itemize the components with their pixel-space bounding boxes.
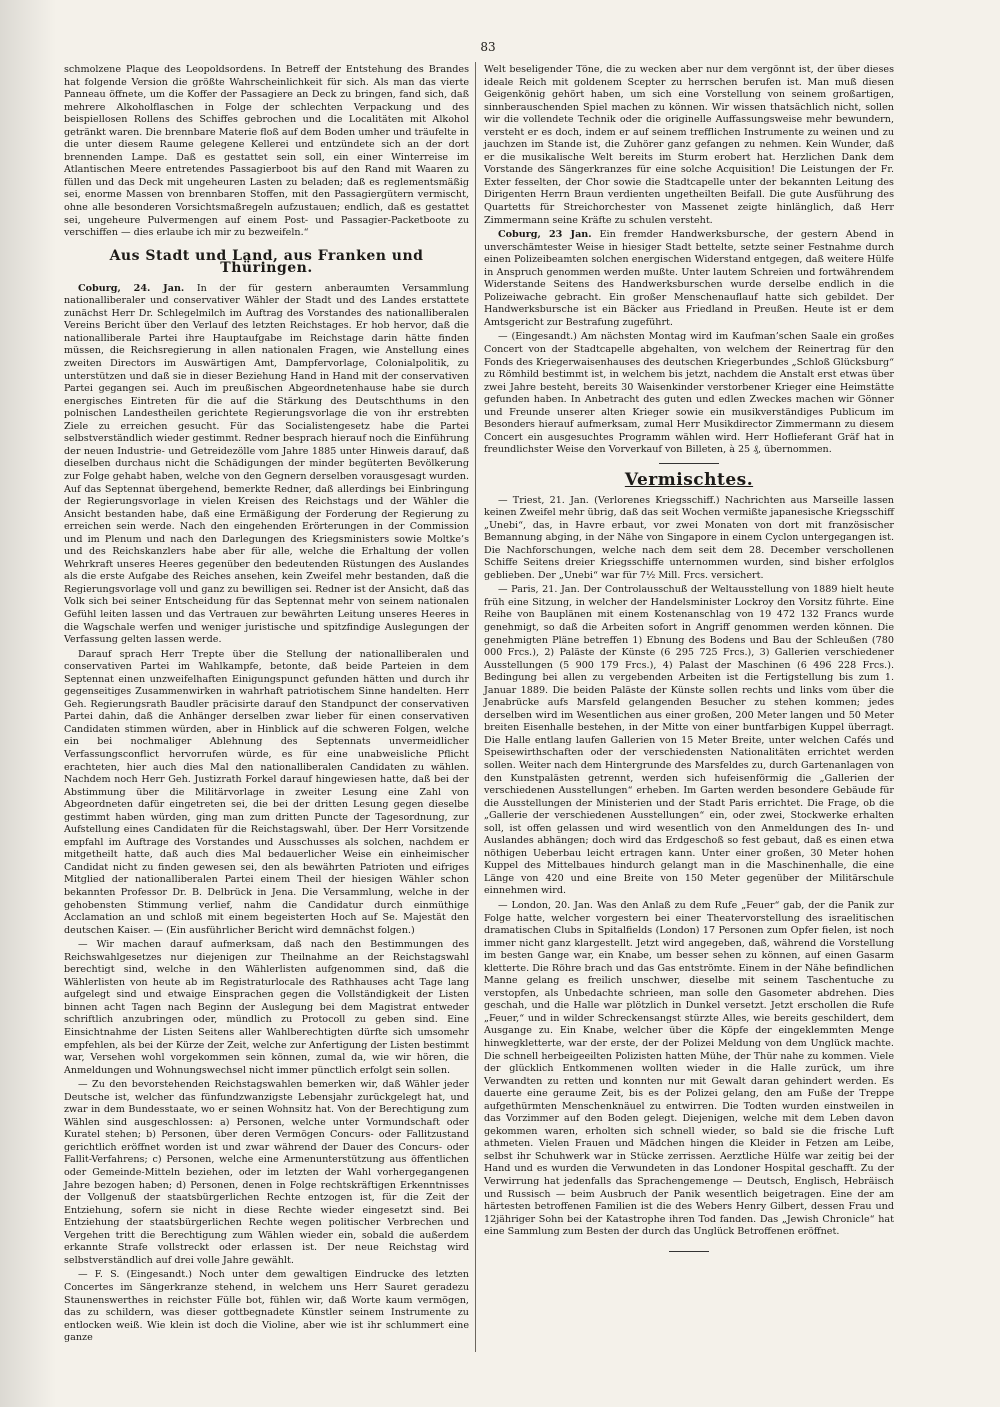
article-paragraph: — (Eingesandt.) Am nächsten Montag wird im Kaufman’schen Saale ein großes Concert von der Stadtcapelle abgehalten, von welchem der Reinertrag für den Fonds des Kriegerwaisenhauses des deutschen Kriegerbundes „Schloß Glücksburg“ zu Römhild bestimmt ist, in welchem bis jetzt, nachdem die Anstalt erst etwas über zwei Jahre besteht, bereits 30 Waisenkinder verstorbener Krieger eine Heimstätte gefunden haben. In Anbetracht des guten und edlen Zweckes machen wir Gönner und Freunde unserer alten Krieger sowie ein musikverständiges Publicum im Besonders hierauf aufmerksam, zumal Herr Musikdirector Zimmermann zu diesem Concert ein ausgesuchtes Programm wählen wird. Herr Hoflieferant Gräf hat in freundlichster Weise den Vorverkauf von Billeten, à 25 ₰, übernommen.: [484, 331, 894, 456]
article-paragraph: — F. S. (Eingesandt.) Noch unter dem gewaltigen Eindrucke des letzten Concertes im Sängerkranze stehend, in welchem uns Herr Sauret geradezu Staunenswerthes in reichster Fülle bot, fühlen wir, daß Worte kaum vermögen, das zu schildern, was dieser gottbegnadete Künstler seinem Instrumente zu entlocken weiß. Wie klein ist doch die Violine, aber wie ist ihr schlummert eine ganze: [64, 1269, 469, 1344]
page-fold-shadow: [0, 0, 56, 1407]
article-paragraph: — Wir machen darauf aufmerksam, daß nach den Bestimmungen des Reichswahlgesetzes nur diejenigen zur Theilnahme an der Reichstagswahl berechtigt sind, welche in den Wählerlisten aufgenommen sind, daß die Wählerlisten von heute ab im Registraturlocale des Rathhauses acht Tage lang aufgelegt sind und etwaige Einsprachen gegen die Vollständigkeit der Listen binnen acht Tagen nach Beginn der Auslegung bei dem Magistrat entweder schriftlich anzubringen oder, mündlich zu Protocoll zu geben sind. Eine Einsichtnahme der Listen Seitens aller Wahlberechtigten dürfte sich umsomehr empfehlen, als bei der Kürze der Zeit, welche zur Anfertigung der Listen bestimmt war, Versehen wohl vorgekommen sein können, zumal da, wie wir hören, die Anmeldungen und Wohnungswechsel nicht immer pünctlich erfolgt sein sollen.: [64, 939, 469, 1076]
right-column: [484, 64, 894, 1252]
page-number: 83: [480, 40, 496, 54]
left-column: [64, 64, 469, 1347]
column-divider: [475, 62, 476, 1352]
section-heading-regional: Aus Stadt und Land, aus Franken und Thüringen.: [109, 247, 424, 277]
article-triest: — Triest, 21. Jan. (Verlorenes Kriegsschiff.) Nachrichten aus Marseille lassen keinen Zweifel mehr übrig, daß das seit Wochen vermißte japanesische Kriegsschiff „Unebi“, das, in Havre erbaut, vor zwei Monaten von dort mit französischer Bemannung abging, in der Nähe von Singapore in einem Cyclon untergegangen ist. Die Nachforschungen, welche nach dem seit dem 28. December verschollenen Schiffe Seitens dreier Kriegsschiffe unternommen wurden, sind bisher erfolglos geblieben. Der „Unebi“ war für 7½ Mill. Frcs. versichert.: [484, 494, 894, 581]
article-paris: — Paris, 21. Jan. Der Controlausschuß der Weltausstellung von 1889 hielt heute früh eine Sitzung, in welcher der Handelsminister Lockroy den Vorsitz führte. Eine Reihe von Bauplänen mit einem Kostenanschlag von 19 472 132 Francs wurde genehmigt, so daß die Arbeiten sofort in Angriff genommen werden können. Die genehmigten Pläne betreffen 1) Ebnung des Bodens und Bau der Schleußen (780 000 Frcs.), 2) Paläste der Künste (6 295 725 Frcs.), 3) Gallerien verschiedener Ausstellungen (5 900 179 Frcs.), 4) Palast der Maschinen (6 496 228 Frcs.). Bedingung bei allen zu vergebenden Arbeiten ist die Fertigstellung bis zum 1. Januar 1889. Die beiden Paläste der Künste sollen rechts und links vom über die Jenabrücke aufs Marsfeld gelangenden Besucher zu stehen kommen; jedes derselben wird im Wesentlichen aus einer großen, 200 Meter langen und 50 Meter breiten Eisenhalle bestehen, in der Mitte von einer buntfarbigen Kuppel überragt. Die Halle entlang laufen Gallerien von 15 Meter Breite, unter welchen Cafés und Speisewirthschaften oder der verschiedensten Nationalitäten errichtet werden sollen. Weiter nach dem Hintergrunde des Marsfeldes zu, durch Gartenanlagen von den Kunstpalästen getrennt, werden sich hufeisenförmig die „Gallerien der verschiedenen Ausstellungen“ erheben. Im Garten werden besondere Gebäude für die Ausstellungen der Ministerien und der Stadt Paris errichtet. Die Frage, ob die „Gallerie der verschiedenen Ausstellungen“ ein, oder zwei, Stockwerke erhalten soll, ist offen gelassen und wird wesentlich von den Anmeldungen des In- und Auslandes abhängen; doch wird das Erdgeschoß so fest gebaut, daß es einen etwa nöthigen Ueberbau leicht ertragen kann. Unter einer großen, 30 Meter hohen Kuppel des Mittelbaues hindurch gelangt man in die Maschinenhalle, die eine Länge von 420 und eine Breite von 150 Meter gegenüber der Militärschule einnehmen wird.: [484, 584, 894, 897]
dateline: Coburg, 23 Jan.: [498, 229, 592, 241]
article-coburg-23-jan: [484, 229, 894, 329]
article-paragraph: — Zu den bevorstehenden Reichstagswahlen bemerken wir, daß Wähler jeder Deutsche ist, welcher das fünfundzwanzigste Lebensjahr zurückgelegt hat, und zwar in dem Bundesstaate, wo er seinen Wohnsitz hat. Von der Berechtigung zum Wählen sind ausgeschlossen: a) Personen, welche unter Vormundschaft oder Kuratel stehen; b) Personen, über deren Vermögen Concurs- oder Fallitzustand gerichtlich eröffnet worden ist und zwar während der Dauer des Concurs- oder Fallit-Verfahrens; c) Personen, welche eine Armenunterstützung aus öffentlichen oder Gemeinde-Mitteln beziehen, oder im letzten der Wahl vorhergegangenen Jahre bezogen haben; d) Personen, denen in Folge rechtskräftigen Erkenntnisses der Vollgenuß der staatsbürgerlichen Rechte entzogen ist, für die Zeit der Entziehung, sofern sie nicht in diese Rechte wieder eingesetzt sind. Bei Entziehung der staatsbürgerlichen Rechte wegen politischer Verbrechen und Vergehen tritt die Berechtigung zum Wählen wieder ein, sobald die außerdem erkannte Strafe vollstreckt oder erlassen ist. Der neue Reichstag wird selbstverständlich auf drei volle Jahre gewählt.: [64, 1079, 469, 1266]
article-london: — London, 20. Jan. Was den Anlaß zu dem Rufe „Feuer“ gab, der die Panik zur Folge hatte, welcher vorgestern bei einer Theatervorstellung des israelitischen dramatischen Clubs in Spitalfields (London) 17 Personen zum Opfer fielen, ist noch immer nicht ganz klargestellt. Jetzt wird angegeben, daß, während die Vorstellung im besten Gange war, ein Knabe, um besser sehen zu können, auf einen Gasarm kletterte. Die Röhre brach und das Gas entströmte. Einem in der Nähe befindlichen Manne gelang es freilich unschwer, dieselbe mit seinem Taschentuche zu verstopfen, als Unbedachte schrieen, man solle den Gasometer abdrehen. Dies geschah, und die Halle war plötzlich in Dunkel versetzt. Jetzt erschollen die Rufe „Feuer,“ und in wilder Schreckensangst stürzte Alles, wie bereits geschildert, dem Ausgange zu. Ein Knabe, welcher über die Köpfe der eingeklemmten Menge hinwegkletterte, war der erste, der der Polizei Meldung von dem Unglück machte. Die schnell herbeigeeilten Polizisten hatten Mühe, der Thür nahe zu kommen. Viele der glücklich Entkommenen wollten wieder in die Halle zurück, um ihre Verwandten zu retten und konnten nur mit Gewalt daran gehindert werden. Es dauerte eine geraume Zeit, bis es der Polizei gelang, den am Fuße der Treppe aufgethürmten Menschenknäuel zu entwirren. Die Todten wurden einstweilen in das Vorzimmer auf den Boden gelegt. Diejenigen, welche mit dem Leben davon gekommen waren, erholten sich schnell wieder, so bald sie die frische Luft athmeten. Vielen Frauen und Mädchen hingen die Kleider in Fetzen am Leibe, selbst ihr Schuhwerk war in Stücke zerrissen. Aerztliche Hülfe war zeitig bei der Hand und es wurden die Verwundeten in das Londoner Hospital geschafft. Zu der Verwirrung hat jedenfalls das Sprachengemenge — Deutsch, Englisch, Hebräisch und Russisch — beim Ausbruch der Panik wesentlich beigetragen. Eine der am härtesten betroffenen Familien ist die des Webers Henry Gilbert, dessen Frau und 12jähriger Sohn bei der Katastrophe ihren Tod fanden. Das „Jewish Chronicle“ hat eine Sammlung zum Besten der durch das Unglück Betroffenen eröffnet.: [484, 900, 894, 1238]
dateline: Coburg, 24. Jan.: [78, 282, 185, 294]
article-body: In der für gestern anberaumten Versammlung nationalliberaler und conservativer Wähler der Stadt und des Landes erstattete zunächst Herr Dr. Schlegelmilch im Auftrag des Vorstandes des nationalliberalen Vereins Bericht über den Verlauf des letzten Reichstages. Er hob hervor, daß die nationalliberale Partei ihre Hauptaufgabe im Reichstage darin hätte finden müssen, die Reichsregierung in allen nationalen Fragen, wie Anstellung eines zweiten Directors im Auswärtigen Amt, Dampfervorlage, Colonialpolitik, zu unterstützen und daß sie in dieser Beziehung Hand in Hand mit der conservativen Partei gegangen sei. Auch im preußischen Abgeordnetenhause habe sie durch energisches Eintreten für die auf die Stärkung des Deutschthums in den polnischen Landestheilen gerichtete Regierungsvorlage die von ihr erstrebten Ziele zu erreichen gesucht. Für das Socialistengesetz habe die Partei selbstverständlich wieder gestimmt. Redner besprach hierauf noch die Einführung der neuen Industrie- und Getreidezölle vom Jahre 1885 unter Hinweis darauf, daß dieselben durchaus nicht die Schädigungen der minder begüterten Bevölkerung zur Folge gehabt haben, welche von den Gegnern derselben vorausgesagt wurden. Auf das Septennat übergehend, bemerkte Redner, daß allerdings bei Einbringung der Regierungsvorlage in vielen Kreisen des Reichstags und der Wähler die Ansicht bestanden habe, daß eine Ermäßigung der Forderung der Regierung zu erreichen sein werde. Nach den eingehenden Erörterungen in der Commission und im Plenum und nach den Darlegungen des Kriegsministers sowie Moltke’s und des Reichskanzlers habe aber für alle, welche die Erhaltung der vollen Wehrkraft unseres Heeres gegenüber den bedeutenden Rüstungen des Auslandes als die erste Aufgabe des Reiches ansehen, kein Zweifel mehr bestanden, daß die Regierungsvorlage voll und ganz zu bewilligen sei. Redner ist der Ansicht, daß das Volk sich bei seiner Entscheidung für das Septennat mehr von seinem nationalen Gefühl leiten lassen und das Vertrauen zur bewährten Leitung unseres Heeres in die Wagschale werfen und weniger juristische und spitzfindige Auslegungen der Verfassung gelten lassen werde.: [64, 282, 469, 646]
article-body: Ein fremder Handwerksbursche, der gestern Abend in unverschämtester Weise in hiesiger Stadt bettelte, setzte seiner Festnahme durch einen Polizeibeamten solchen energischen Widerstand entgegen, daß weitere Hülfe in Anspruch genommen werden mußte. Unter lautem Schreien und fortwährendem Widerstande Seitens des Handwerksburschen wurde derselbe endlich in die Polizeiwache gebracht. Ein großer Menschenauflauf hatte sich gebildet. Der Handwerksbursche ist ein Bäcker aus Friedland in Preußen. Heute ist er dem Amtsgericht zur Bestrafung zugeführt.: [484, 229, 894, 328]
right-continuation-text: Welt beseligender Töne, die zu wecken aber nur dem vergönnt ist, der über dieses ideale Reich mit goldenem Scepter zu herrschen berufen ist. Man muß diesen Geigenkönig gehört haben, um sich eine Vorstellung von seinem großartigen, sinnberauschenden Spiel machen zu können. Wir wissen thatsächlich nicht, sollen wir die vollendete Technik oder die originelle Auffassungsweise mehr bewundern, versteht er es doch, indem er auf seinem trefflichen Instrumente zu weinen und zu jauchzen im Stande ist, die Zuhörer ganz gefangen zu nehmen. Kein Wunder, daß er die musikalische Welt bereits im Sturm erobert hat. Herzlichen Dank dem Vorstande des Sängerkranzes für eine solche Acquisition! Die Leistungen der Fr. Exter fesselten, der Chor sowie die Stadtcapelle unter der bekannten Leitung des Dirigenten Herrn Braun verdienten ungetheilten Beifall. Die gute Ausführung des Quartetts für Streichorchester von Massenet zeigte hinlänglich, daß Herr Zimmermann seine Kräfte zu schulen versteht.: [484, 64, 894, 226]
end-rule: [669, 1251, 709, 1252]
article-paragraph: Darauf sprach Herr Trepte über die Stellung der nationalliberalen und conservativen Partei im Wahlkampfe, betonte, daß beide Parteien in dem Septennat einen unzweifelhaften Einigungspunct gefunden hätten und durch ihr gegenseitiges Zusammenwirken in wahrhaft patriotischem Sinne handelten. Herr Geh. Regierungsrath Baudler präcisirte darauf den Standpunct der conservativen Partei dahin, daß die Anhänger derselben zwar lieber für einen conservativen Candidaten stimmen würden, aber in Hinblick auf die schweren Folgen, welche ein bei nochmaliger Ablehnung des Septennats unvermeidlicher Verfassungsconflict hervorrufen würde, es für eine unabweisliche Pflicht erachteten, hier auch dies Mal den nationalliberalen Candidaten zu wählen. Nachdem noch Herr Geh. Justizrath Forkel darauf hingewiesen hatte, daß bei der Abstimmung über die Militärvorlage in zweiter Lesung eine Zahl von Abgeordneten dafür eingetreten sei, die bei der dritten Lesung gegen dieselbe gestimmt haben würden, ging man zum dritten Puncte der Tagesordnung, zur Aufstellung eines Candidaten für die Reichstagswahl, über. Der Herr Vorsitzende empfahl im Auftrage des Vorstandes und Ausschusses als solchen, nachdem er mitgetheilt hatte, daß auch dies Mal bedauerlicher Weise ein einheimischer Candidat nicht zu finden gewesen sei, den als bewährten Patrioten und eifriges Mitglied der nationalliberalen Partei einem Theil der hiesigen Wähler schon bekannten Professor Dr. B. Delbrück in Jena. Die Versammlung, welche in der gehobensten Stimmung verlief, nahm die Candidatur durch einmüthige Acclamation an und schloß mit einem begeisterten Hoch auf Se. Majestät den deutschen Kaiser. — (Ein ausführlicher Bericht wird demnächst folgen.): [64, 648, 469, 936]
article-coburg-24-jan: [64, 283, 469, 647]
section-rule: [659, 463, 719, 464]
left-continuation-text: schmolzene Plaque des Leopoldsordens. In Betreff der Entstehung des Brandes hat folgende Version die größte Wahrscheinlichkeit für sich. Als man das vierte Panneau öffnete, um die Koffer der Passagiere an Deck zu bringen, fand sich, daß mehrere Alkoholflaschen in Folge der schlechten Verpackung und des beispiellosen Rollens des Schiffes gebrochen und die Localitäten mit Alkohol getränkt waren. Die brennbare Materie floß auf dem Boden umher und träufelte in die unter diesem Raume gelegene Kellerei und entzündete sich an der dort brennenden Lampe. Daß es gestattet sein soll, ein einer Winterreise im Atlantischen Meere entretendes Passagierboot bis auf den Rand mit Waaren zu füllen und das Deck mit ungeheuren Lasten zu beladen; daß es reglementsmäßig sei, enorme Massen von brennbaren Stoffen, mit den Passagiergütern vermischt, ohne alle besonderen Vorsichtsmaßregeln aufzustauen; endlich, daß es gestattet sei, ungeheure Pulvermengen auf einem Post- und Passagier-Packetboote zu verschiffen — dies erlaube ich mir zu bezweifeln.“: [64, 64, 469, 239]
section-heading-miscellaneous: Vermischtes.: [624, 469, 754, 490]
